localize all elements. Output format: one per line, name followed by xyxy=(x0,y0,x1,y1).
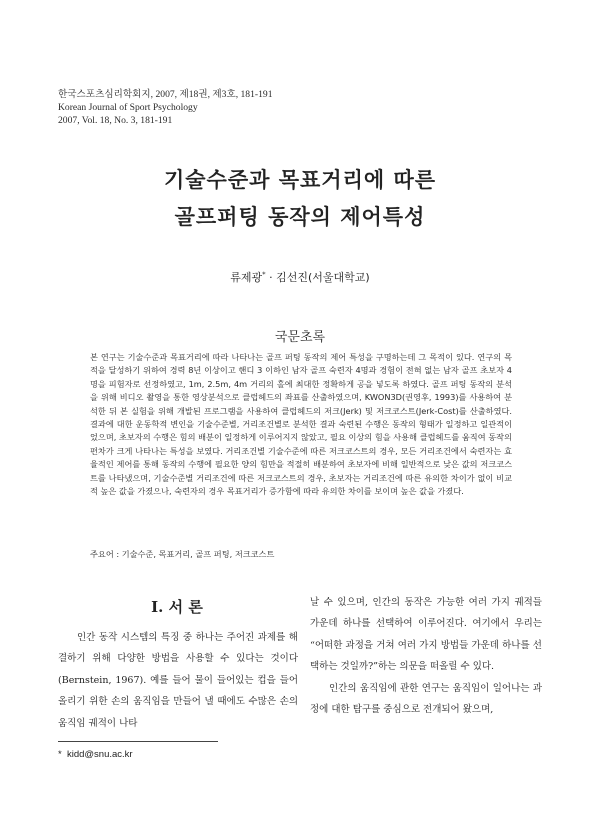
keywords: 주요어 : 기술수준, 목표거리, 골프 퍼팅, 저크코스트 xyxy=(90,549,275,559)
body-paragraph: 날 수 있으며, 인간의 동작은 가능한 여러 가지 궤적들 가운데 하나를 선택하여 이루어진다. 여기에서 우리는 “어떠한 과정을 거쳐 여러 가지 방법들 가운데 하나를 선택하는 것일까?”하는 의문을 떠올릴 수 있다. xyxy=(310,597,542,673)
body-column-left: 인간 동작 시스템의 특징 중 하나는 주어진 과제를 해결하기 위해 다양한 방법을 사용할 수 있다는 것이다(Bernstein, 1967). 예를 들어 물이 들어있는 컵을 들어올리기 위한 손의 움직임을 만들어 낼 때에도 수많은 손의 움직임 궤적이 나타 xyxy=(58,632,298,729)
author-name: 류제광 xyxy=(230,271,263,284)
journal-citation-korean: 한국스포츠심리학회지, 2007, 제18권, 제3호, 181-191 xyxy=(58,89,273,100)
paper-title-line2: 골프퍼팅 동작의 제어특성 xyxy=(174,205,426,229)
journal-name-english: Korean Journal of Sport Psychology xyxy=(58,102,198,113)
authors-line xyxy=(0,269,600,285)
footnote-divider xyxy=(58,741,218,742)
journal-citation-english: 2007, Vol. 18, No. 3, 181-191 xyxy=(58,115,173,126)
authors-rest: · 김선진(서울대학교) xyxy=(265,271,370,284)
body-column-right xyxy=(310,592,542,720)
footnote xyxy=(58,749,133,760)
footnote-mark: * xyxy=(58,749,62,760)
footnote-email: kidd@snu.ac.kr xyxy=(66,749,133,760)
section-heading: Ⅰ. 서 론 xyxy=(151,598,203,616)
abstract-body: 본 연구는 기술수준과 목표거리에 따라 나타나는 골프 퍼팅 동작의 제어 특성을 구명하는데 그 목적이 있다. 연구의 목적을 달성하기 위하여 경력 8년 이상이고 핸디 3 이하인 남자 골프 숙련자 4명과 경험이 전혀 없는 남자 골프 초보자 4명을 피험자로 선정하였고, 1m, 2.5m, 4m 거리의 홀에 최대한 정확하게 공을 넣도록 하였다. 골프 퍼팅 동작의 분석을 위해 비디오 촬영을 통한 영상분석으로 클럽헤드의 좌표를 산출하였으며, KWON3D(권영후, 1993)를 사용하여 분석한 뒤 본 실험을 위해 개발된 프로그램을 사용하여 클럽헤드의 저크(Jerk) 및 저크코스트(Jerk-Cost)를 산출하였다. 결과에 대한 운동학적 변인을 기술수준별, 거리조건별로 분석한 결과 숙련된 수행은 동작의 형태가 일정하고 일관적이었으며, 초보자의 수행은 힘의 배분이 일정하게 이루어지지 않았고, 필요 이상의 힘을 사용해 클럽헤드를 움직여 동작의 편차가 크게 나타나는 특성을 보였다. 거리조건별 기술수준에 따른 저크코스트의 경우, 모든 거리조건에서 숙련자는 효율적인 제어를 통해 동작의 수행에 필요한 양의 힘만을 적절히 배분하여 초보자에 비해 일반적으로 낮은 값의 저크코스트를 나타냈으며, 기술수준별 거리조건에 따른 저크코스트의 경우, 초보자는 거리조건에 따른 유의한 차이가 없이 비교적 높은 값을 가졌으나, 숙련자의 경우 목표거리가 증가함에 따라 유의한 차이를 보이며 높은 값을 가졌다. xyxy=(90,352,512,497)
journal-header xyxy=(58,88,273,127)
paper-title-line1: 기술수준과 목표거리에 따른 xyxy=(163,168,437,192)
abstract-heading: 국문초록 xyxy=(274,330,326,345)
author-footnote-mark: * xyxy=(262,270,266,279)
body-paragraph: 인간의 움직임에 관한 연구는 움직임이 일어나는 과정에 대한 탐구를 중심으로 전개되어 왔으며, xyxy=(310,682,542,716)
